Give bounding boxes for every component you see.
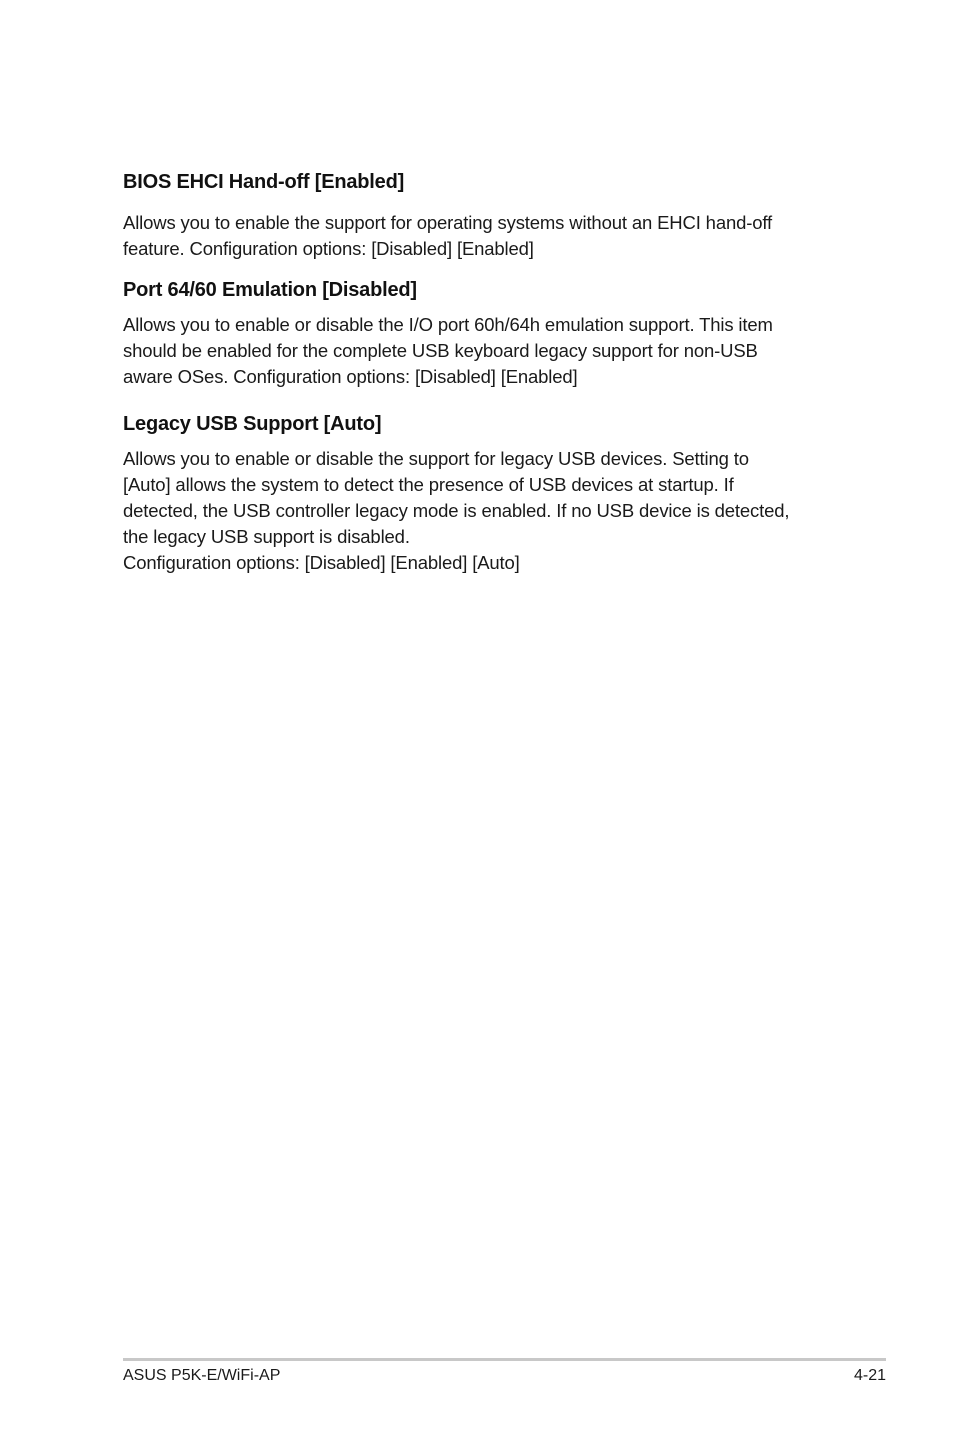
section-description — [123, 446, 853, 576]
description-line: the legacy USB support is disabled. — [123, 526, 410, 547]
footer-divider — [123, 1358, 886, 1361]
section-port-64-60-emulation — [123, 278, 853, 390]
description-line: Configuration options: [Disabled] [Enabled] [Auto] — [123, 552, 520, 573]
description-line: [Auto] allows the system to detect the presence of USB devices at startup. If — [123, 474, 734, 495]
footer-page-number: 4-21 — [853, 1367, 886, 1384]
section-bios-ehci-hand-off — [123, 170, 853, 262]
description-line: should be enabled for the complete USB keyboard legacy support for non-USB — [123, 340, 758, 361]
section-heading: Legacy USB Support [Auto] — [123, 413, 382, 435]
description-line: Allows you to enable the support for operating systems without an EHCI hand-off — [123, 212, 773, 233]
footer-product-name: ASUS P5K-E/WiFi-AP — [123, 1367, 281, 1384]
description-line: aware OSes. Configuration options: [Disabled] [Enabled] — [123, 366, 578, 387]
description-line: Allows you to enable or disable the support for legacy USB devices. Setting to — [123, 448, 749, 469]
section-legacy-usb-support — [123, 412, 853, 576]
description-line: feature. Configuration options: [Disabled] [Enabled] — [123, 238, 534, 259]
description-line: detected, the USB controller legacy mode is enabled. If no USB device is detected, — [123, 500, 790, 521]
section-heading: BIOS EHCI Hand-off [Enabled] — [123, 171, 405, 193]
description-line: Allows you to enable or disable the I/O port 60h/64h emulation support. This item — [123, 314, 773, 335]
section-heading: Port 64/60 Emulation [Disabled] — [123, 279, 417, 301]
section-description — [123, 312, 853, 390]
section-description — [123, 210, 853, 262]
